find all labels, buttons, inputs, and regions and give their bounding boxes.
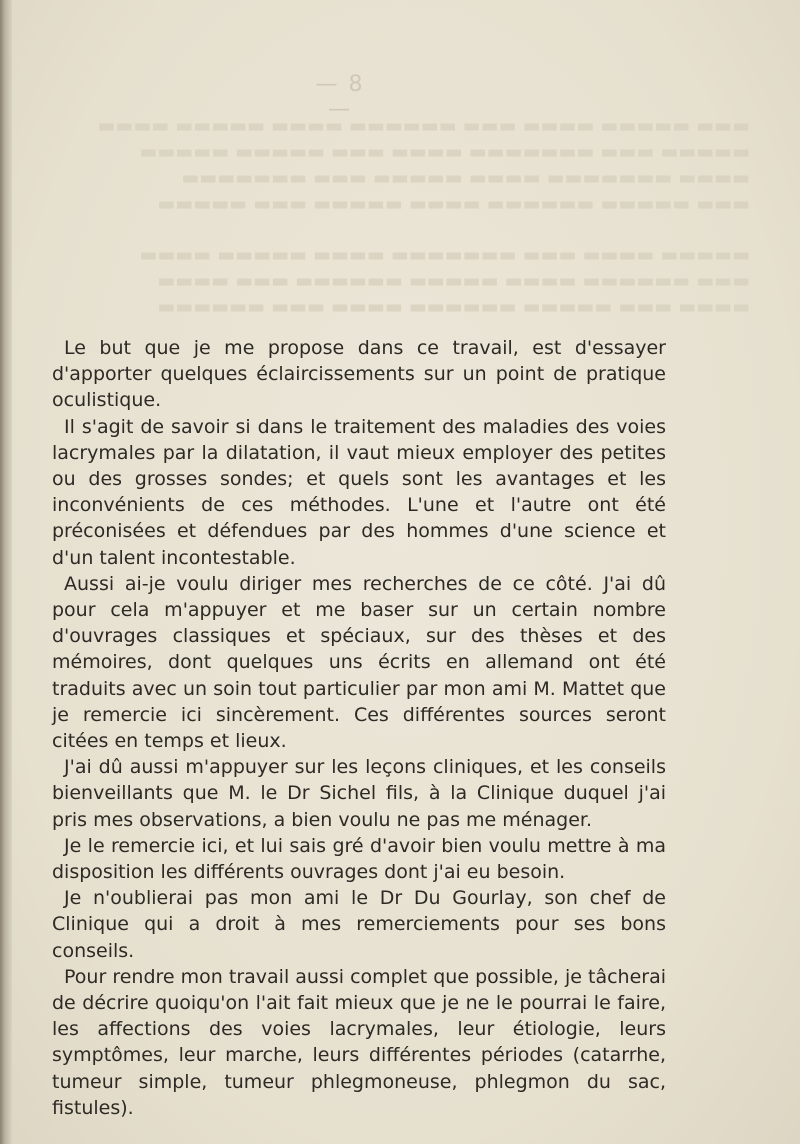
- paragraph: J'ai dû aussi m'appuyer sur les leçons cliniques, et les conseils bienveillants que M. le Dr Sichel fils, à la Clinique duquel j'ai pris mes observations, a bien voulu ne pas me ménager.: [52, 756, 666, 831]
- bleed-through-texture: ▬▬▬▬▬ ▬▬▬▬ ▬▬▬ ▬▬▬▬▬▬▬ ▬▬▬▬ ▬▬▬▬▬ ▬▬▬▬: [139, 244, 750, 266]
- page-number: — 8 —: [315, 72, 365, 122]
- paragraph: Je le remercie ici, et lui sais gré d'avoir bien voulu mettre à ma disposition les différents ouvrages dont j'ai eu besoin.: [52, 834, 666, 884]
- body-text: [52, 335, 666, 1121]
- paragraph: Il s'agit de savoir si dans le traitement des maladies des voies lacrymales par la dilatation, il vaut mieux employer des petites ou des grosses sondes; et quels sont les avantages et les inconvénients de ces méthodes. L'une et l'autre ont été préconisées et défendues par des hommes d'une science et d'un talent incontestable.: [52, 415, 666, 569]
- paragraph: Je n'oublierai pas mon ami le Dr Du Gourlay, son chef de Clinique qui a droit à mes remerciements pour ses bons conseils.: [52, 887, 666, 962]
- book-spine-shadow: [0, 0, 12, 1144]
- bleed-through-texture: ▬▬▬ ▬▬▬▬▬ ▬▬▬▬▬▬ ▬▬▬▬ ▬▬▬▬▬ ▬▬▬ ▬▬▬▬▬: [157, 193, 750, 215]
- bleed-through-texture: ▬▬▬ ▬▬▬▬▬ ▬▬▬▬ ▬▬▬ ▬▬▬▬▬▬ ▬▬▬▬ ▬▬▬▬▬ ▬▬▬▬: [97, 115, 750, 137]
- paragraph: Le but que je me propose dans ce travail, est d'essayer d'apporter quelques éclaircissements sur un point de pratique oculistique.: [52, 337, 666, 412]
- paragraph: Pour rendre mon travail aussi complet que possible, je tâcherai de décrire quoiqu'on l'ait fait mieux que je ne le pourrai le faire, les affections des voies lacrymales, leur étiologie, leurs symptômes, leur marche, leurs différentes périodes (catarrhe, tumeur simple, tumeur phlegmoneuse, phlegmon du sac, fistules).: [52, 965, 666, 1119]
- bleed-through-texture: ▬▬▬▬ ▬▬▬▬▬▬▬ ▬▬▬▬ ▬▬▬▬▬ ▬▬▬ ▬▬▬▬▬▬▬: [181, 167, 750, 189]
- bleed-through-texture: ▬▬▬▬▬ ▬▬▬ ▬▬▬▬▬▬▬ ▬▬▬▬ ▬▬▬ ▬▬▬▬▬ ▬▬▬▬▬: [139, 141, 750, 163]
- bleed-through-texture: ▬▬▬▬ ▬▬▬ ▬▬▬▬▬ ▬▬▬▬▬▬ ▬▬▬▬ ▬▬▬ ▬▬▬▬▬▬: [157, 296, 750, 318]
- paragraph: Aussi ai-je voulu diriger mes recherches de ce côté. J'ai dû pour cela m'appuyer et me baser sur un certain nombre d'ouvrages classiques et spéciaux, sur des thèses et des mémoires, dont quelques uns écrits en allemand ont été traduits avec un soin tout particulier par mon ami M. Mattet que je remercie ici sincèrement. Ces différentes sources seront citées en temps et lieux.: [52, 572, 666, 753]
- bleed-through-texture: ▬▬▬ ▬▬▬▬▬▬ ▬▬▬▬ ▬▬▬▬▬ ▬▬▬▬▬▬ ▬▬▬ ▬▬▬▬: [157, 270, 750, 292]
